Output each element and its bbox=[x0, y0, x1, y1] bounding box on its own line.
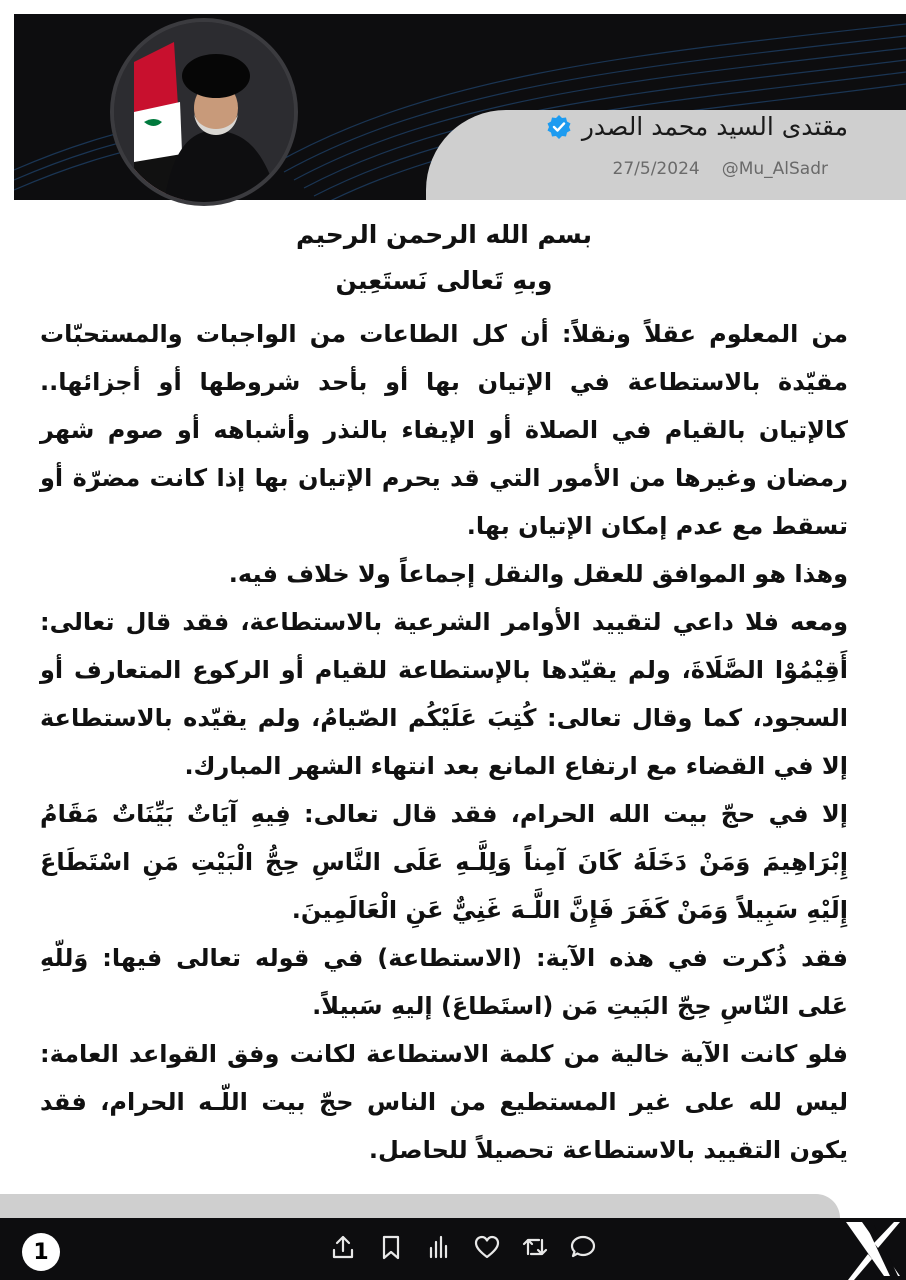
isti3ana-line: وبهِ تَعالى نَستَعِين bbox=[335, 266, 553, 295]
paragraph: ومعه فلا داعي لتقييد الأوامر الشرعية بالاستطاعة، فقد قال تعالى: أَقِيْمُوْا الصَّلَاةَ، ولم يقيّدها بالإستطاعة للقيام أو الركوع المتعارف أو السجود، كما وقال تعالى: كُتِبَ عَلَيْكُم الصّيامُ، ولم يقيّده بالاستطاعة إلا في القضاء مع ارتفاع المانع بعد انتهاء الشهر المبارك. bbox=[40, 608, 848, 780]
paragraph: إلا في حجّ بيت الله الحرام، فقد قال تعالى: فِيهِ آيَاتٌ بَيِّنَاتٌ مَقَامُ إِبْرَاهِيمَ وَمَنْ دَخَلَهُ كَانَ آمِناً وَلِلَّـهِ عَلَى النَّاسِ حِجُّ الْبَيْتِ مَنِ اسْتَطَاعَ إِلَيْهِ سَبِيلاً وَمَنْ كَفَرَ فَإِنَّ اللَّـهَ غَنِيٌّ عَنِ الْعَالَمِينَ. bbox=[40, 800, 848, 924]
footer-band bbox=[0, 1194, 840, 1218]
like-icon[interactable] bbox=[474, 1234, 500, 1260]
paragraph: فقد ذُكرت في هذه الآية: (الاستطاعة) في قوله تعالى فيها: وَللّهِ عَلى النّاسِ حِجّ البَيتِ مَن (استَطاعَ) إليهِ سَبيلاً. bbox=[40, 944, 848, 1020]
tweet-meta bbox=[613, 159, 828, 179]
paragraph: فلو كانت الآية خالية من كلمة الاستطاعة لكانت وفق القواعد العامة: ليس لله على غير المستطيع من الناس حجّ بيت اللّـه الحرام، فقد يكون التقييد بالاستطاعة تحصيلاً للحاصل. bbox=[40, 1040, 848, 1164]
paragraph: وهذا هو الموافق للعقل والنقل إجماعاً ولا خلاف فيه. bbox=[228, 560, 848, 588]
account-name-row bbox=[546, 112, 848, 141]
retweet-icon[interactable] bbox=[522, 1234, 548, 1260]
reply-icon[interactable] bbox=[570, 1234, 596, 1260]
page-number-badge: 1 bbox=[22, 1233, 60, 1271]
avatar-image bbox=[114, 22, 294, 202]
views-icon[interactable] bbox=[426, 1234, 452, 1260]
x-logo-icon bbox=[842, 1218, 904, 1280]
account-name[interactable]: مقتدى السيد محمد الصدر bbox=[581, 112, 848, 141]
action-bar bbox=[330, 1234, 596, 1260]
paragraph: من المعلوم عقلاً ونقلاً: أن كل الطاعات من الواجبات والمستحبّات مقيّدة بالاستطاعة في الإتيان بها أو بأحد شروطها أو أجزائها.. كالإتيان بالقيام في الصلاة أو الإيفاء بالنذر وأشباهه أو صوم شهر رمضان وغيرها من الأمور التي قد يحرم الإتيان بها إذا كانت مضرّة أو تسقط مع عدم إمكان الإتيان بها. bbox=[40, 320, 848, 540]
post-date: 27/5/2024 bbox=[612, 159, 700, 179]
verified-badge-icon bbox=[546, 114, 572, 140]
post-body bbox=[40, 212, 848, 1174]
account-handle[interactable]: @Mu_AlSadr bbox=[721, 159, 828, 179]
avatar[interactable] bbox=[110, 18, 298, 206]
basmala: بسم الله الرحمن الرحيم bbox=[296, 220, 592, 249]
share-icon[interactable] bbox=[330, 1234, 356, 1260]
bookmark-icon[interactable] bbox=[378, 1234, 404, 1260]
